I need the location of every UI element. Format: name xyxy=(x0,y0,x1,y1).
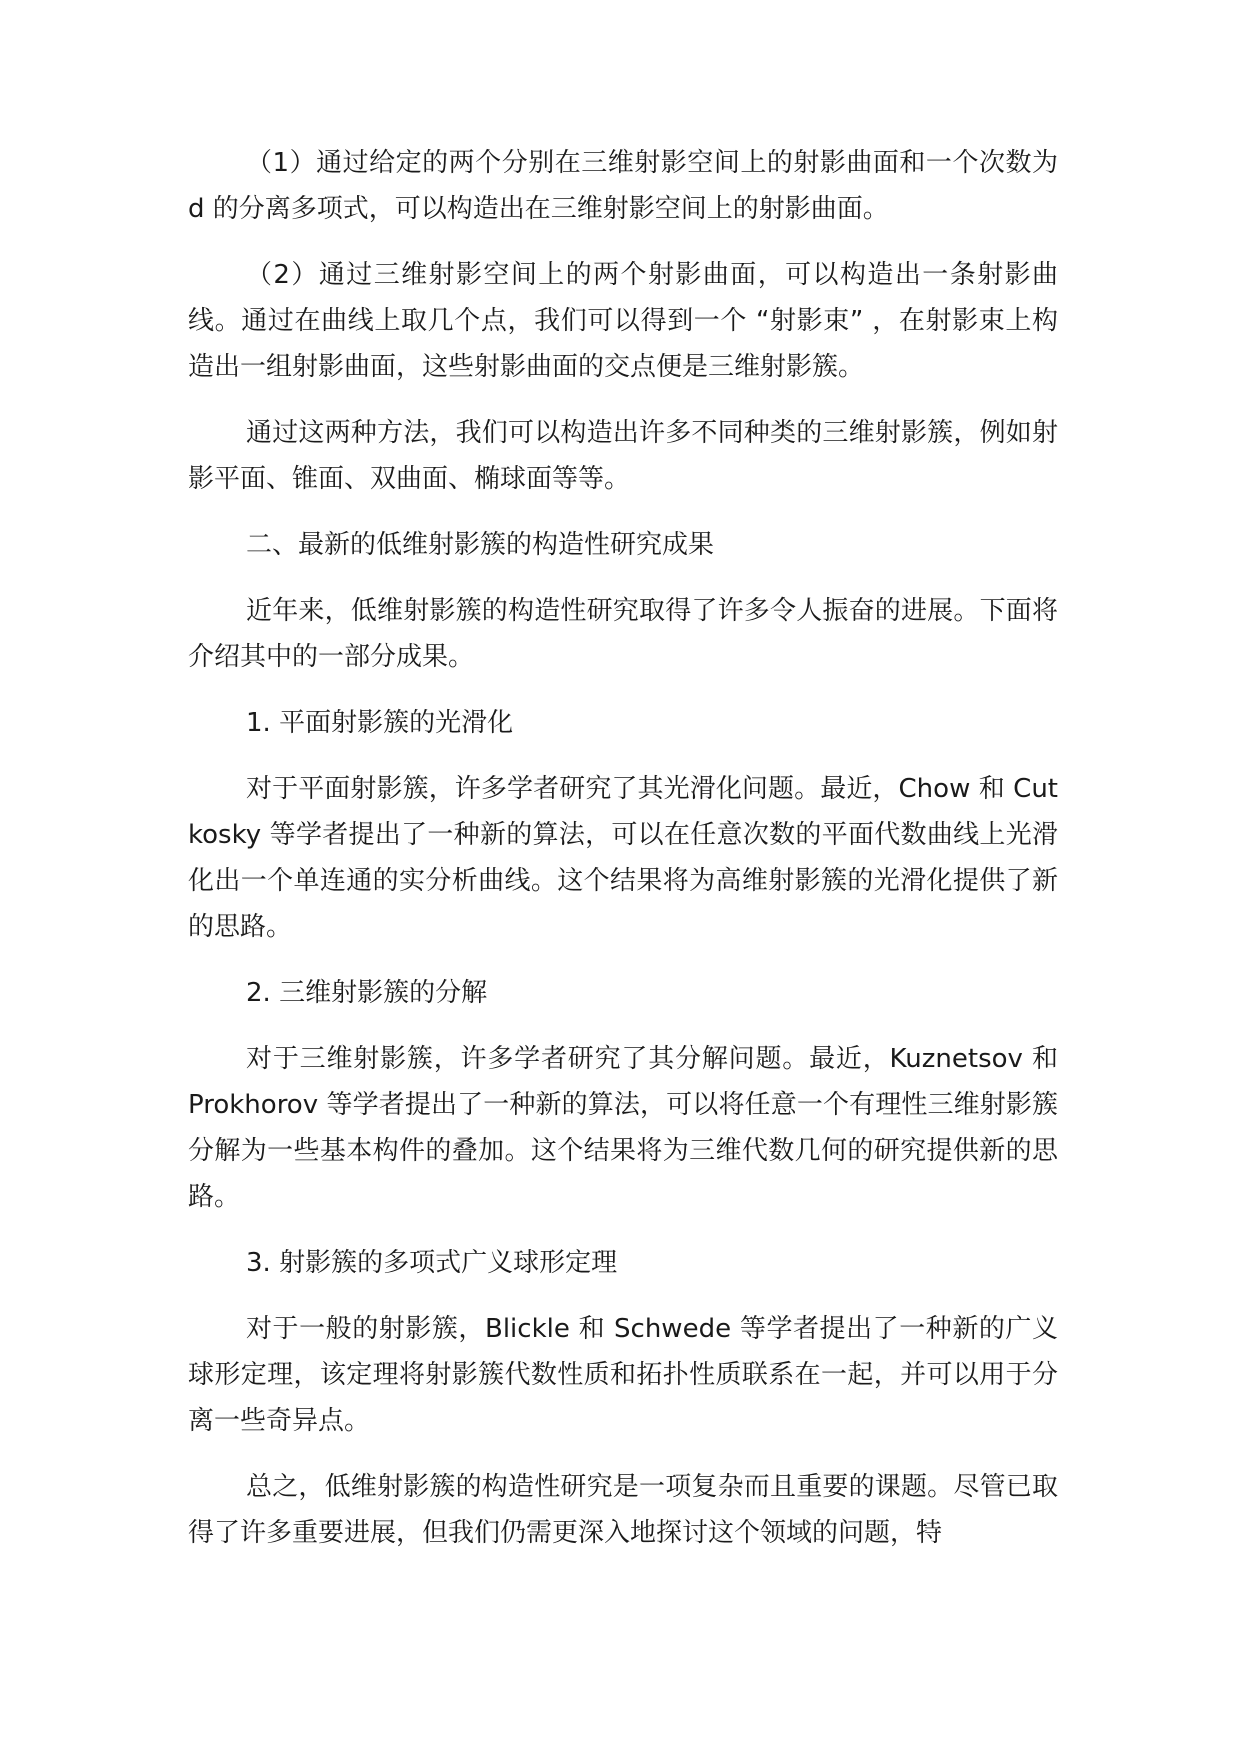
subheading-3: 3. 射影簇的多项式广义球形定理 xyxy=(246,1248,618,1278)
paragraph-method-2: （2）通过三维射影空间上的两个射影曲面，可以构造出一条射影曲线。通过在曲线上取几个点，我们可以得到一个 “射影束” ，在射影束上构造出一组射影曲面，这些射影曲面的交点便是三维射影簇。 xyxy=(188,260,1058,382)
subheading-1: 1. 平面射影簇的光滑化 xyxy=(246,708,514,738)
paragraph-spherical-theorem: 对于一般的射影簇，Blickle 和 Schwede 等学者提出了一种新的广义球形定理，该定理将射影簇代数性质和拓扑性质联系在一起，并可以用于分离一些奇异点。 xyxy=(188,1314,1058,1436)
section-heading-2: 二、最新的低维射影簇的构造性研究成果 xyxy=(246,530,715,560)
paragraph-smoothing: 对于平面射影簇，许多学者研究了其光滑化问题。最近，Chow 和 Cutkosky 等学者提出了一种新的算法，可以在任意次数的平面代数曲线上光滑化出一个单连通的实分析曲线。这个结果将为高维射影簇的光滑化提供了新的思路。 xyxy=(188,774,1058,942)
paragraph-decomposition: 对于三维射影簇，许多学者研究了其分解问题。最近，Kuznetsov 和 Prokhorov 等学者提出了一种新的算法，可以将任意一个有理性三维射影簇分解为一些基本构件的叠加。这个结果将为三维代数几何的研究提供新的思路。 xyxy=(188,1044,1058,1212)
paragraph-summary-methods: 通过这两种方法，我们可以构造出许多不同种类的三维射影簇，例如射影平面、锥面、双曲面、椭球面等等。 xyxy=(188,418,1058,494)
document-page xyxy=(188,140,1058,1576)
paragraph-conclusion: 总之，低维射影簇的构造性研究是一项复杂而且重要的课题。尽管已取得了许多重要进展，但我们仍需更深入地探讨这个领域的问题，特 xyxy=(188,1472,1058,1548)
subheading-2: 2. 三维射影簇的分解 xyxy=(246,978,488,1008)
paragraph-method-1: （1）通过给定的两个分别在三维射影空间上的射影曲面和一个次数为 d 的分离多项式，可以构造出在三维射影空间上的射影曲面。 xyxy=(188,148,1058,224)
paragraph-intro-results: 近年来，低维射影簇的构造性研究取得了许多令人振奋的进展。下面将介绍其中的一部分成果。 xyxy=(188,596,1058,672)
